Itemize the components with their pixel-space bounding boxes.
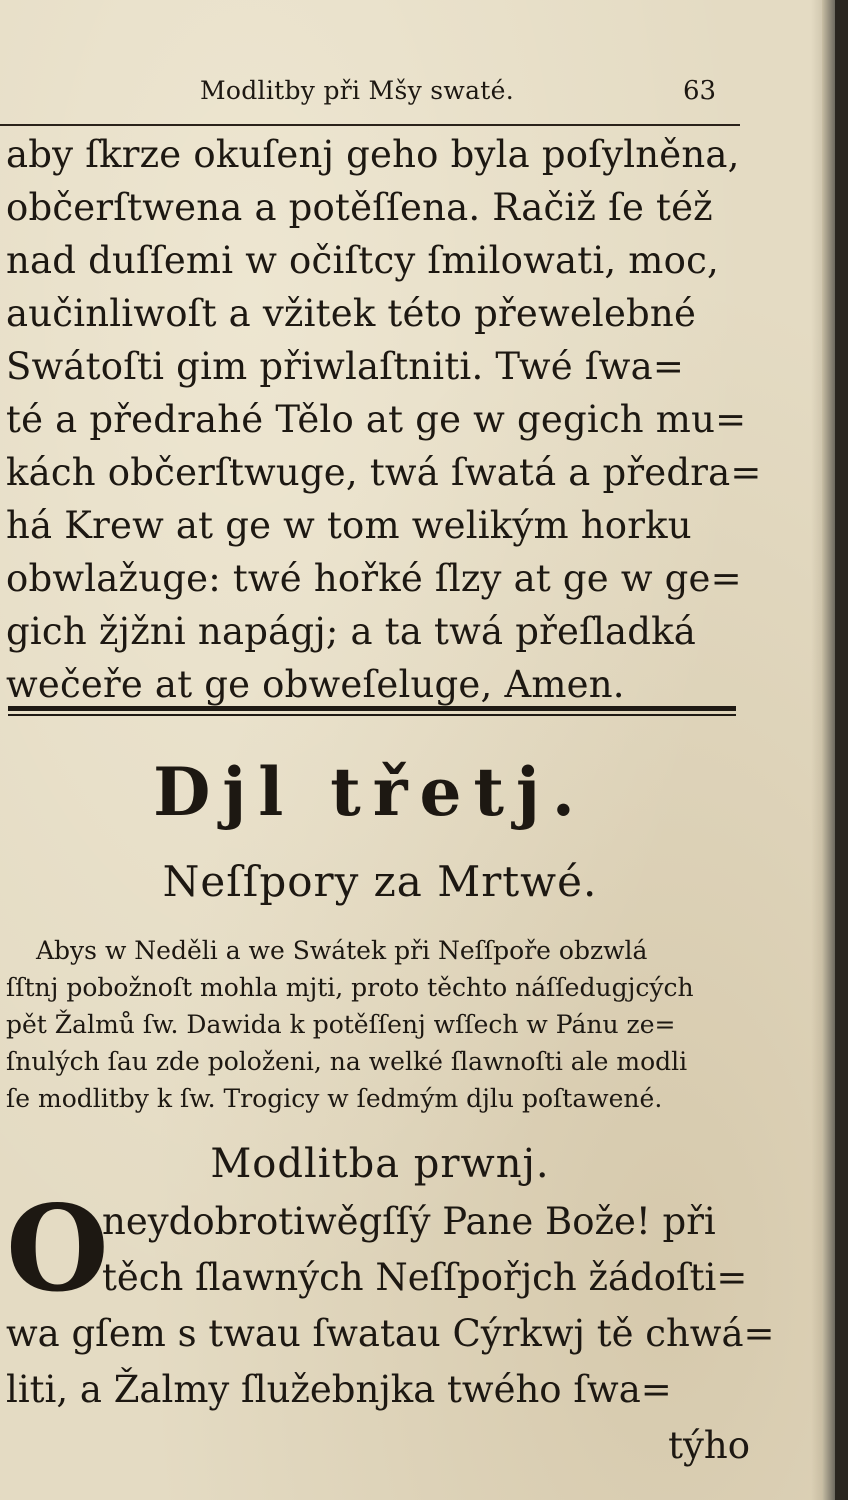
drop-cap: O	[6, 1179, 109, 1318]
page-edge	[822, 0, 835, 1500]
text-line: aučinliwoſt a vžitek této přewelebné	[6, 292, 697, 335]
intro-line: pět Žalmů ſw. Dawida k potěſſenj wſſech w Pánu ze=	[6, 1010, 676, 1039]
section-title: Neſſpory za Mrtwé.	[162, 857, 598, 906]
text-line: há Krew at ge w tom welikým horku	[6, 504, 692, 547]
catchword: týho	[668, 1424, 750, 1467]
prayer-line: neydobrotiwěgſſý Pane Bože! při	[102, 1200, 716, 1243]
prayer-body	[6, 1179, 775, 1474]
section-divider	[8, 706, 736, 718]
text-line: aby ſkrze okuſenj geho byla poſylněna,	[6, 133, 740, 176]
prayer-line: wa gſem s twau ſwatau Cýrkwj tě chwá=	[6, 1312, 775, 1355]
continued-prayer-paragraph	[6, 128, 762, 711]
text-line: obwlažuge: twé hořké ſlzy at ge w ge=	[6, 557, 742, 600]
header-rule	[0, 124, 740, 126]
text-line: občerſtwena a potěſſena. Račiž ſe též	[6, 186, 713, 229]
text-line: té a předrahé Tělo at ge w gegich mu=	[6, 398, 747, 441]
text-line: Swátoſti gim přiwlaſtniti. Twé ſwa=	[6, 345, 685, 388]
intro-line: ſſtnj pobožnoſt mohla mjti, proto těchto náſſedugjcých	[6, 973, 694, 1002]
running-title: Modlitby při Mšy swaté.	[200, 76, 514, 105]
running-header	[0, 72, 760, 112]
text-line: gich žjžni napágj; a ta twá přeſladká	[6, 610, 697, 653]
intro-line: ſe modlitby k ſw. Trogicy w ſedmým djlu poſtawené.	[6, 1084, 663, 1113]
prayer-line: liti, a Žalmy ſlužebnjka twého ſwa=	[6, 1368, 672, 1411]
divider-thin-line	[8, 714, 736, 716]
divider-thick-line	[8, 706, 736, 711]
part-heading: Djl třetj.	[153, 753, 587, 831]
text-line: nad duſſemi w očiſtcy ſmilowati, moc,	[6, 239, 719, 282]
page-number: 63	[683, 76, 717, 106]
intro-line: ſnulých ſau zde položeni, na welké ſlawnoſti ale modli	[6, 1047, 688, 1076]
prayer-title: Modlitba prwnj.	[210, 1141, 550, 1187]
prayer-line: těch ſlawných Neſſpořjch žádoſti=	[102, 1256, 748, 1299]
text-line: wečeře at ge obweſeluge, Amen.	[6, 663, 625, 706]
text-line: kách občerſtwuge, twá ſwatá a předra=	[6, 451, 762, 494]
intro-line: Abys w Neděli a we Swátek při Neſſpoře obzwlá	[36, 936, 648, 965]
intro-paragraph	[6, 932, 756, 1117]
